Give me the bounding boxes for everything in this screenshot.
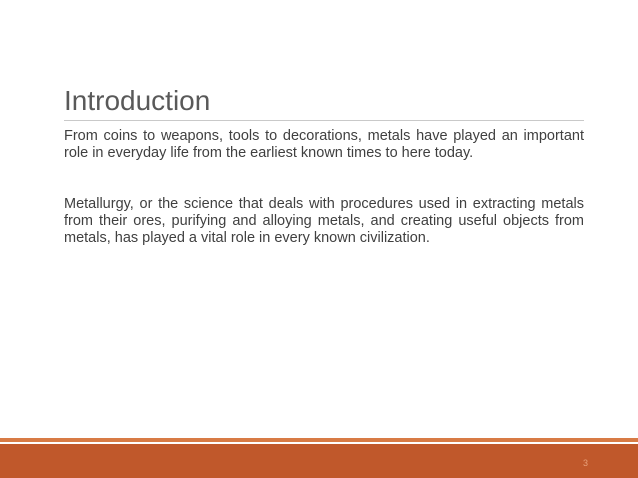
slide-title: Introduction — [64, 85, 211, 116]
paragraph-1: From coins to weapons, tools to decorations, metals have played an important role in everyday life from the earliest known times to here today. — [64, 128, 584, 161]
footer-accent-line — [0, 438, 638, 442]
footer-band — [0, 444, 638, 478]
page-number: 3 — [582, 458, 588, 468]
title-divider — [64, 120, 584, 121]
paragraph-2: Metallurgy, or the science that deals with procedures used in extracting metals from their ores, purifying and alloying metals, and creating useful objects from metals, has played a vital role in every known civilization. — [64, 196, 584, 246]
slide-body — [64, 128, 584, 281]
